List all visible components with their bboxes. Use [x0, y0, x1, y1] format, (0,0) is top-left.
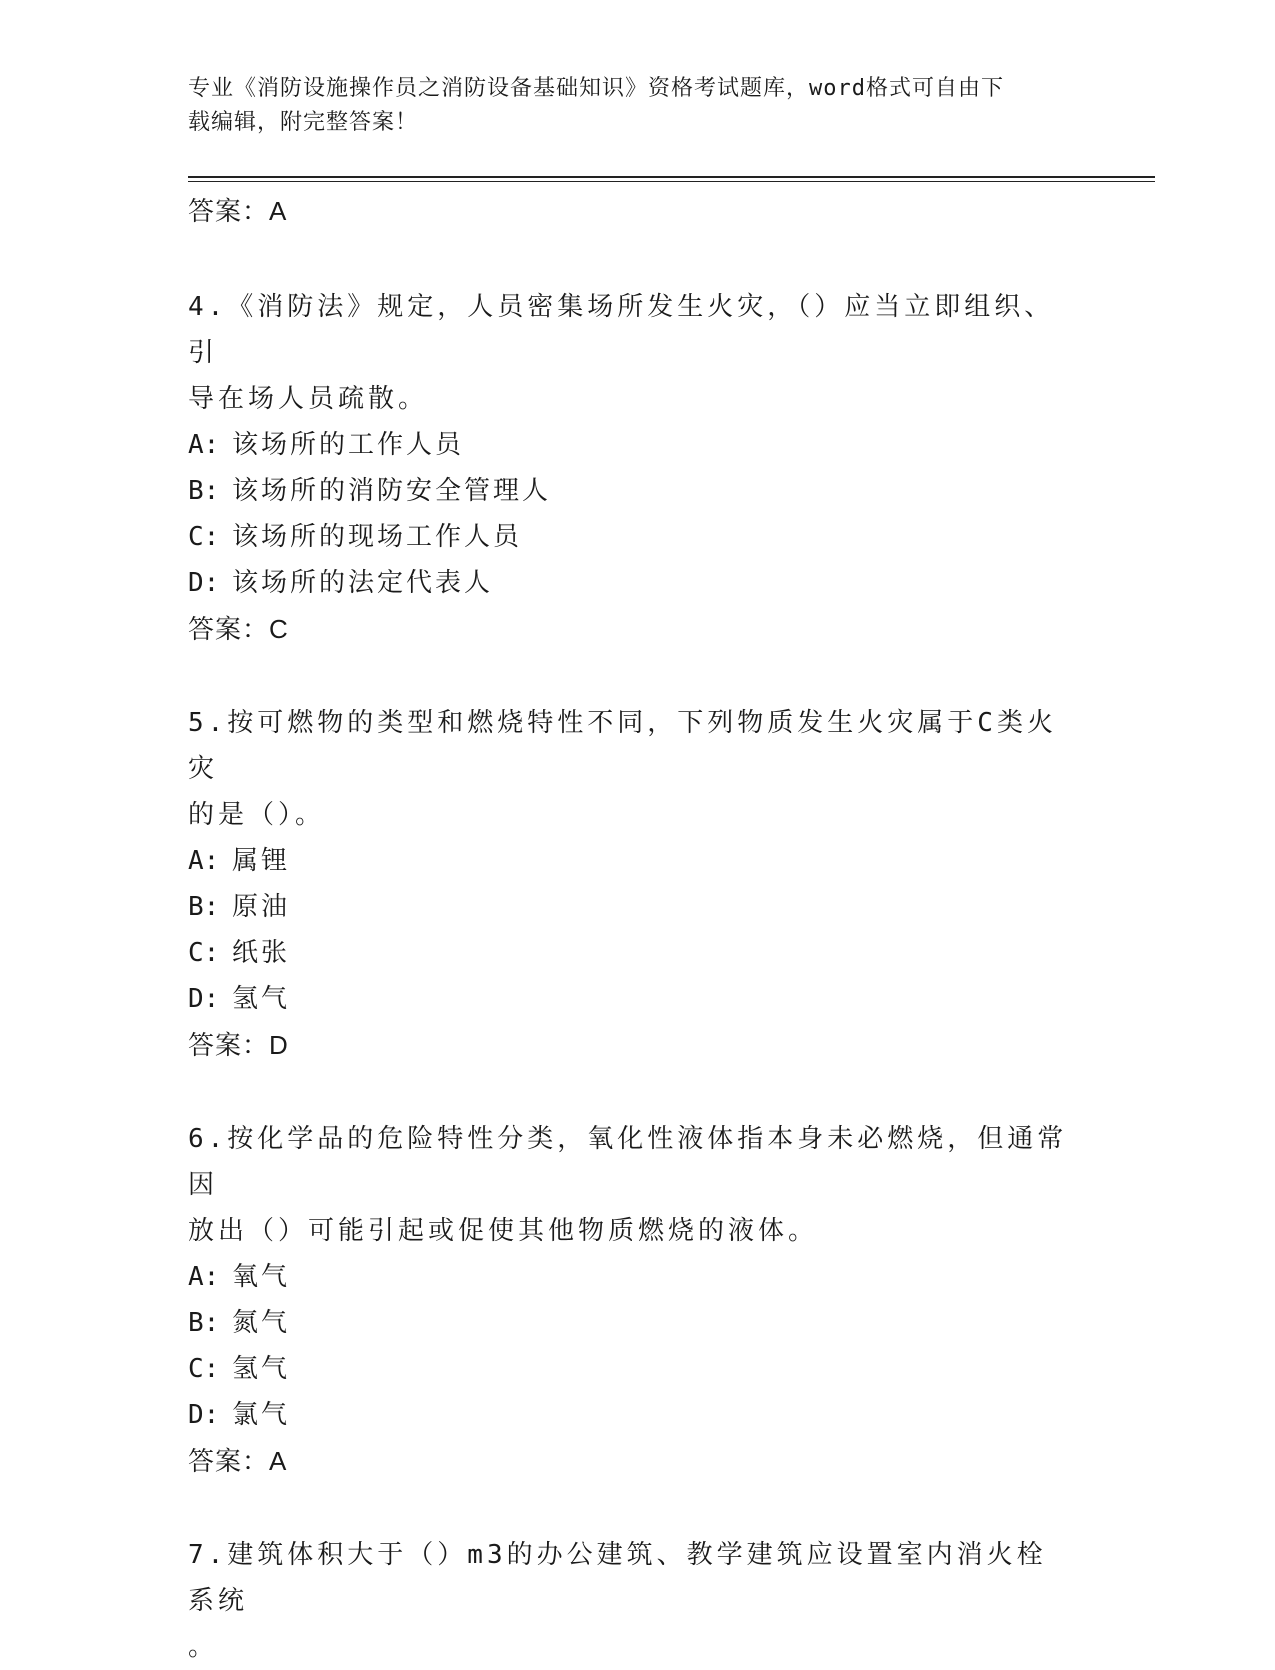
option-letter: B: — [188, 892, 220, 922]
question-stem-continued: 的是（）。 — [188, 800, 326, 830]
option-letter: D: — [188, 568, 220, 598]
option-text: 氧气 — [232, 1262, 291, 1292]
option-letter: D: — [188, 984, 220, 1014]
option-a — [188, 422, 1068, 468]
option-text: 氯气 — [232, 1400, 291, 1430]
option-letter: C: — [188, 938, 220, 968]
option-text: 该场所的工作人员 — [232, 430, 465, 460]
option-text: 氢气 — [232, 1354, 291, 1384]
answer-line: 答案：D — [188, 1030, 289, 1060]
question-4 — [188, 284, 1068, 652]
option-c — [188, 1346, 1068, 1392]
option-d — [188, 1392, 1068, 1438]
option-letter: A: — [188, 846, 220, 876]
option-letter: A: — [188, 430, 220, 460]
option-b — [188, 884, 1068, 930]
question-stem-continued: 放出（）可能引起或促使其他物质燃烧的液体。 — [188, 1216, 819, 1246]
answer-line: 答案：A — [188, 196, 288, 226]
question-list — [188, 188, 1068, 1670]
option-text: 纸张 — [232, 938, 291, 968]
option-a — [188, 838, 1068, 884]
option-b — [188, 1300, 1068, 1346]
option-a — [188, 1254, 1068, 1300]
option-c — [188, 514, 1068, 560]
option-text: 氮气 — [232, 1308, 291, 1338]
option-letter: B: — [188, 476, 220, 506]
header-line-1: 专业《消防设施操作员之消防设备基础知识》资格考试题库，word格式可自由下 — [188, 76, 1004, 101]
option-letter: C: — [188, 1354, 220, 1384]
option-letter: D: — [188, 1400, 220, 1430]
question-stem: 6.按化学品的危险特性分类，氧化性液体指本身未必燃烧，但通常因 — [188, 1124, 1068, 1200]
answer-line: 答案：A — [188, 1446, 288, 1476]
option-d — [188, 560, 1068, 606]
header-line-2: 载编辑，附完整答案！ — [188, 110, 419, 135]
question-stem-continued: 。 — [188, 1632, 219, 1662]
question-stem: 7.建筑体积大于（）m3的办公建筑、教学建筑应设置室内消火栓系统 — [188, 1540, 1047, 1616]
option-d — [188, 976, 1068, 1022]
document-header — [188, 72, 1068, 140]
option-letter: C: — [188, 522, 220, 552]
option-text: 该场所的法定代表人 — [232, 568, 494, 598]
question-stem: 4.《消防法》规定，人员密集场所发生火灾，（）应当立即组织、引 — [188, 292, 1055, 368]
question-5 — [188, 700, 1068, 1068]
option-b — [188, 468, 1068, 514]
question-stem: 5.按可燃物的类型和燃烧特性不同，下列物质发生火灾属于C类火灾 — [188, 708, 1057, 784]
header-divider-thick — [188, 176, 1155, 178]
option-letter: A: — [188, 1262, 220, 1292]
question-7 — [188, 1532, 1068, 1670]
option-text: 氢气 — [232, 984, 291, 1014]
option-text: 该场所的现场工作人员 — [232, 522, 523, 552]
option-text: 该场所的消防安全管理人 — [232, 476, 552, 506]
option-text: 原油 — [232, 892, 291, 922]
option-text: 属锂 — [232, 846, 291, 876]
question-stem-continued: 导在场人员疏散。 — [188, 384, 429, 414]
question-6 — [188, 1116, 1068, 1484]
option-letter: B: — [188, 1308, 220, 1338]
header-divider-thin — [188, 181, 1155, 182]
answer-line: 答案：C — [188, 614, 289, 644]
option-c — [188, 930, 1068, 976]
